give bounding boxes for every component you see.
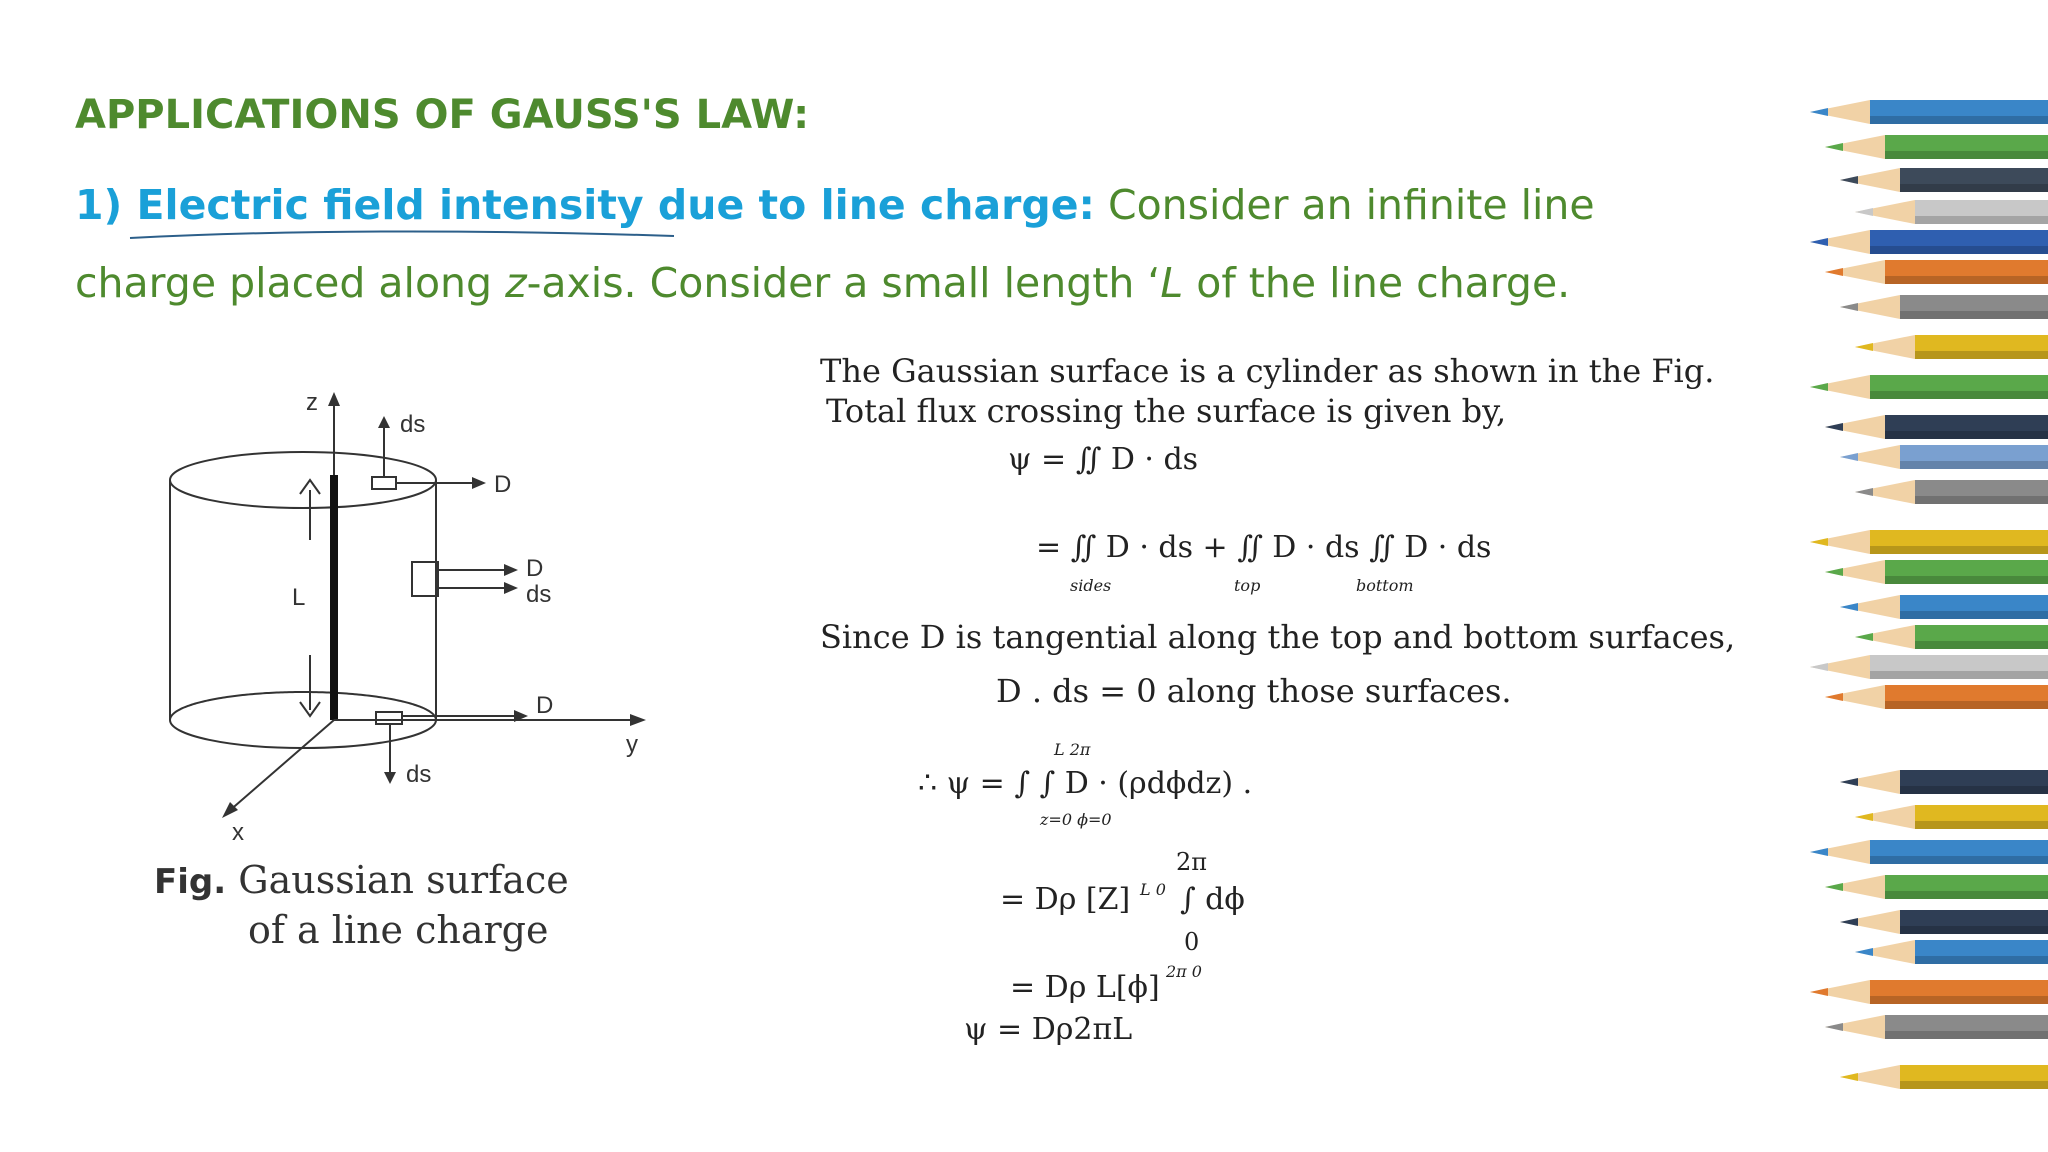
colored-pencils-image [1790, 90, 2048, 1120]
fig-label-ds-bottom: ds [406, 761, 432, 788]
pencil-lead [1840, 603, 1858, 611]
pencil-lead [1840, 918, 1858, 926]
equation-flux: ψ = ∬ D · ds [1008, 442, 1199, 477]
equation-result: ψ = Dρ2πL [964, 1012, 1133, 1047]
pencil-shade [1915, 821, 2048, 829]
pencil-lead [1810, 988, 1828, 996]
pencil-lead [1855, 948, 1873, 956]
para-text-3: of the line charge. [1183, 259, 1571, 307]
page-title: APPLICATIONS OF GAUSS'S LAW: [75, 92, 810, 138]
pencil-shade [1870, 671, 2048, 679]
z-axis-symbol: z [505, 259, 527, 307]
derivation-line-4: D . ds = 0 along those surfaces. [996, 672, 1512, 710]
pencil-lead [1855, 813, 1873, 821]
fig-label-x: x [232, 819, 244, 846]
derivation-line-2: Total flux crossing the surface is given by, [826, 392, 1507, 430]
pencil-shade [1885, 276, 2048, 284]
fig-label-D-top: D [494, 471, 512, 498]
fig-label-ds-top: ds [400, 411, 426, 438]
para-text-1: Consider an infinite line charge placed along [75, 181, 1595, 307]
pencil-lead [1810, 663, 1828, 671]
pencil-lead [1825, 883, 1843, 891]
pencil-shade [1870, 116, 2048, 124]
pencil-shade [1915, 496, 2048, 504]
pencil-shade [1885, 431, 2048, 439]
fig-label-D-side: D [526, 555, 544, 582]
pencil-shade [1885, 701, 2048, 709]
eq-sub-bottom: bottom [1356, 576, 1414, 595]
pencil-shade [1870, 391, 2048, 399]
fig-label-z: z [306, 389, 318, 416]
eq4-upper-limit: 2π [1176, 848, 1208, 876]
pencil-lead [1855, 343, 1873, 351]
pencil-lead [1810, 108, 1828, 116]
pencil-shade [1885, 891, 2048, 899]
pencil-shade [1885, 151, 2048, 159]
pencil-lead [1825, 568, 1843, 576]
hand-underline [128, 228, 676, 242]
section-subtitle: 1) Electric field intensity due to line charge: [75, 181, 1095, 229]
pencil-shade [1900, 611, 2048, 619]
fig-label-ds-side: ds [526, 581, 552, 608]
pencil-lead [1825, 423, 1843, 431]
pencil-shade [1915, 641, 2048, 649]
fig-label-D-bottom: D [536, 692, 554, 719]
gaussian-surface-figure [150, 380, 670, 860]
pencil-lead [1840, 453, 1858, 461]
para-text-2: -axis. Consider a small length ‘ [526, 259, 1161, 307]
pencil-shade [1900, 926, 2048, 934]
pencil-lead [1810, 238, 1828, 246]
pencil-shade [1870, 246, 2048, 254]
equation-step-2: = Dρ L[ϕ] [1010, 970, 1160, 1005]
pencil-lead [1810, 848, 1828, 856]
length-symbol: L [1160, 259, 1184, 307]
caption-line-2: of a line charge [248, 908, 549, 952]
pencil-shade [1885, 576, 2048, 584]
pencil-lead [1855, 208, 1873, 216]
pencil-lead [1825, 143, 1843, 151]
pencil-lead [1825, 693, 1843, 701]
pencil-shade [1900, 786, 2048, 794]
caption-line-1: Gaussian surface [238, 858, 569, 902]
equation-flux-split: = ∬ D · ds + ∬ D · ds ∬ D · ds [1036, 530, 1492, 565]
pencil-lead [1855, 633, 1873, 641]
equation-step-1: = Dρ [Z] [1000, 882, 1131, 917]
pencil-lead [1825, 1023, 1843, 1031]
pencil-shade [1900, 184, 2048, 192]
eq4-limits: L 0 [1140, 880, 1166, 899]
eq3-lower-limits: z=0 ϕ=0 [1040, 810, 1112, 829]
pencil-lead [1840, 176, 1858, 184]
eq4-integral: ∫ dϕ [1180, 882, 1245, 917]
pencil-lead [1810, 538, 1828, 546]
pencil-lead [1810, 383, 1828, 391]
eq4-lower-limit: 0 [1184, 928, 1200, 956]
pencil-lead [1855, 488, 1873, 496]
pencil-shade [1870, 856, 2048, 864]
intro-paragraph [75, 166, 1715, 322]
pencil-shade [1900, 1081, 2048, 1089]
pencil-lead [1825, 268, 1843, 276]
derivation-line-1: The Gaussian surface is a cylinder as shown in the Fig. [820, 352, 1715, 390]
pencil-shade [1915, 351, 2048, 359]
figure-caption [154, 856, 569, 954]
pencil-shade [1870, 996, 2048, 1004]
pencil-shade [1915, 216, 2048, 224]
pencil-shade [1870, 546, 2048, 554]
eq-sub-top: top [1234, 576, 1261, 595]
pencil-shade [1915, 956, 2048, 964]
fig-label-y: y [626, 731, 638, 758]
caption-fig-label: Fig. [154, 862, 227, 902]
pencil-lead [1840, 1073, 1858, 1081]
pencil-lead [1840, 303, 1858, 311]
equation-flux-integral: ∴ ψ = ∫ ∫ D · (ρdϕdz) . [918, 766, 1253, 801]
eq3-upper-limits: L 2π [1054, 740, 1091, 759]
fig-label-L: L [292, 584, 306, 611]
pencil-lead [1840, 778, 1858, 786]
derivation-line-3: Since D is tangential along the top and bottom surfaces, [820, 618, 1736, 656]
pencil-shade [1885, 1031, 2048, 1039]
pencil-shade [1900, 461, 2048, 469]
pencil-shade [1900, 311, 2048, 319]
eq-sub-sides: sides [1070, 576, 1112, 595]
eq5-limits: 2π 0 [1166, 962, 1202, 981]
